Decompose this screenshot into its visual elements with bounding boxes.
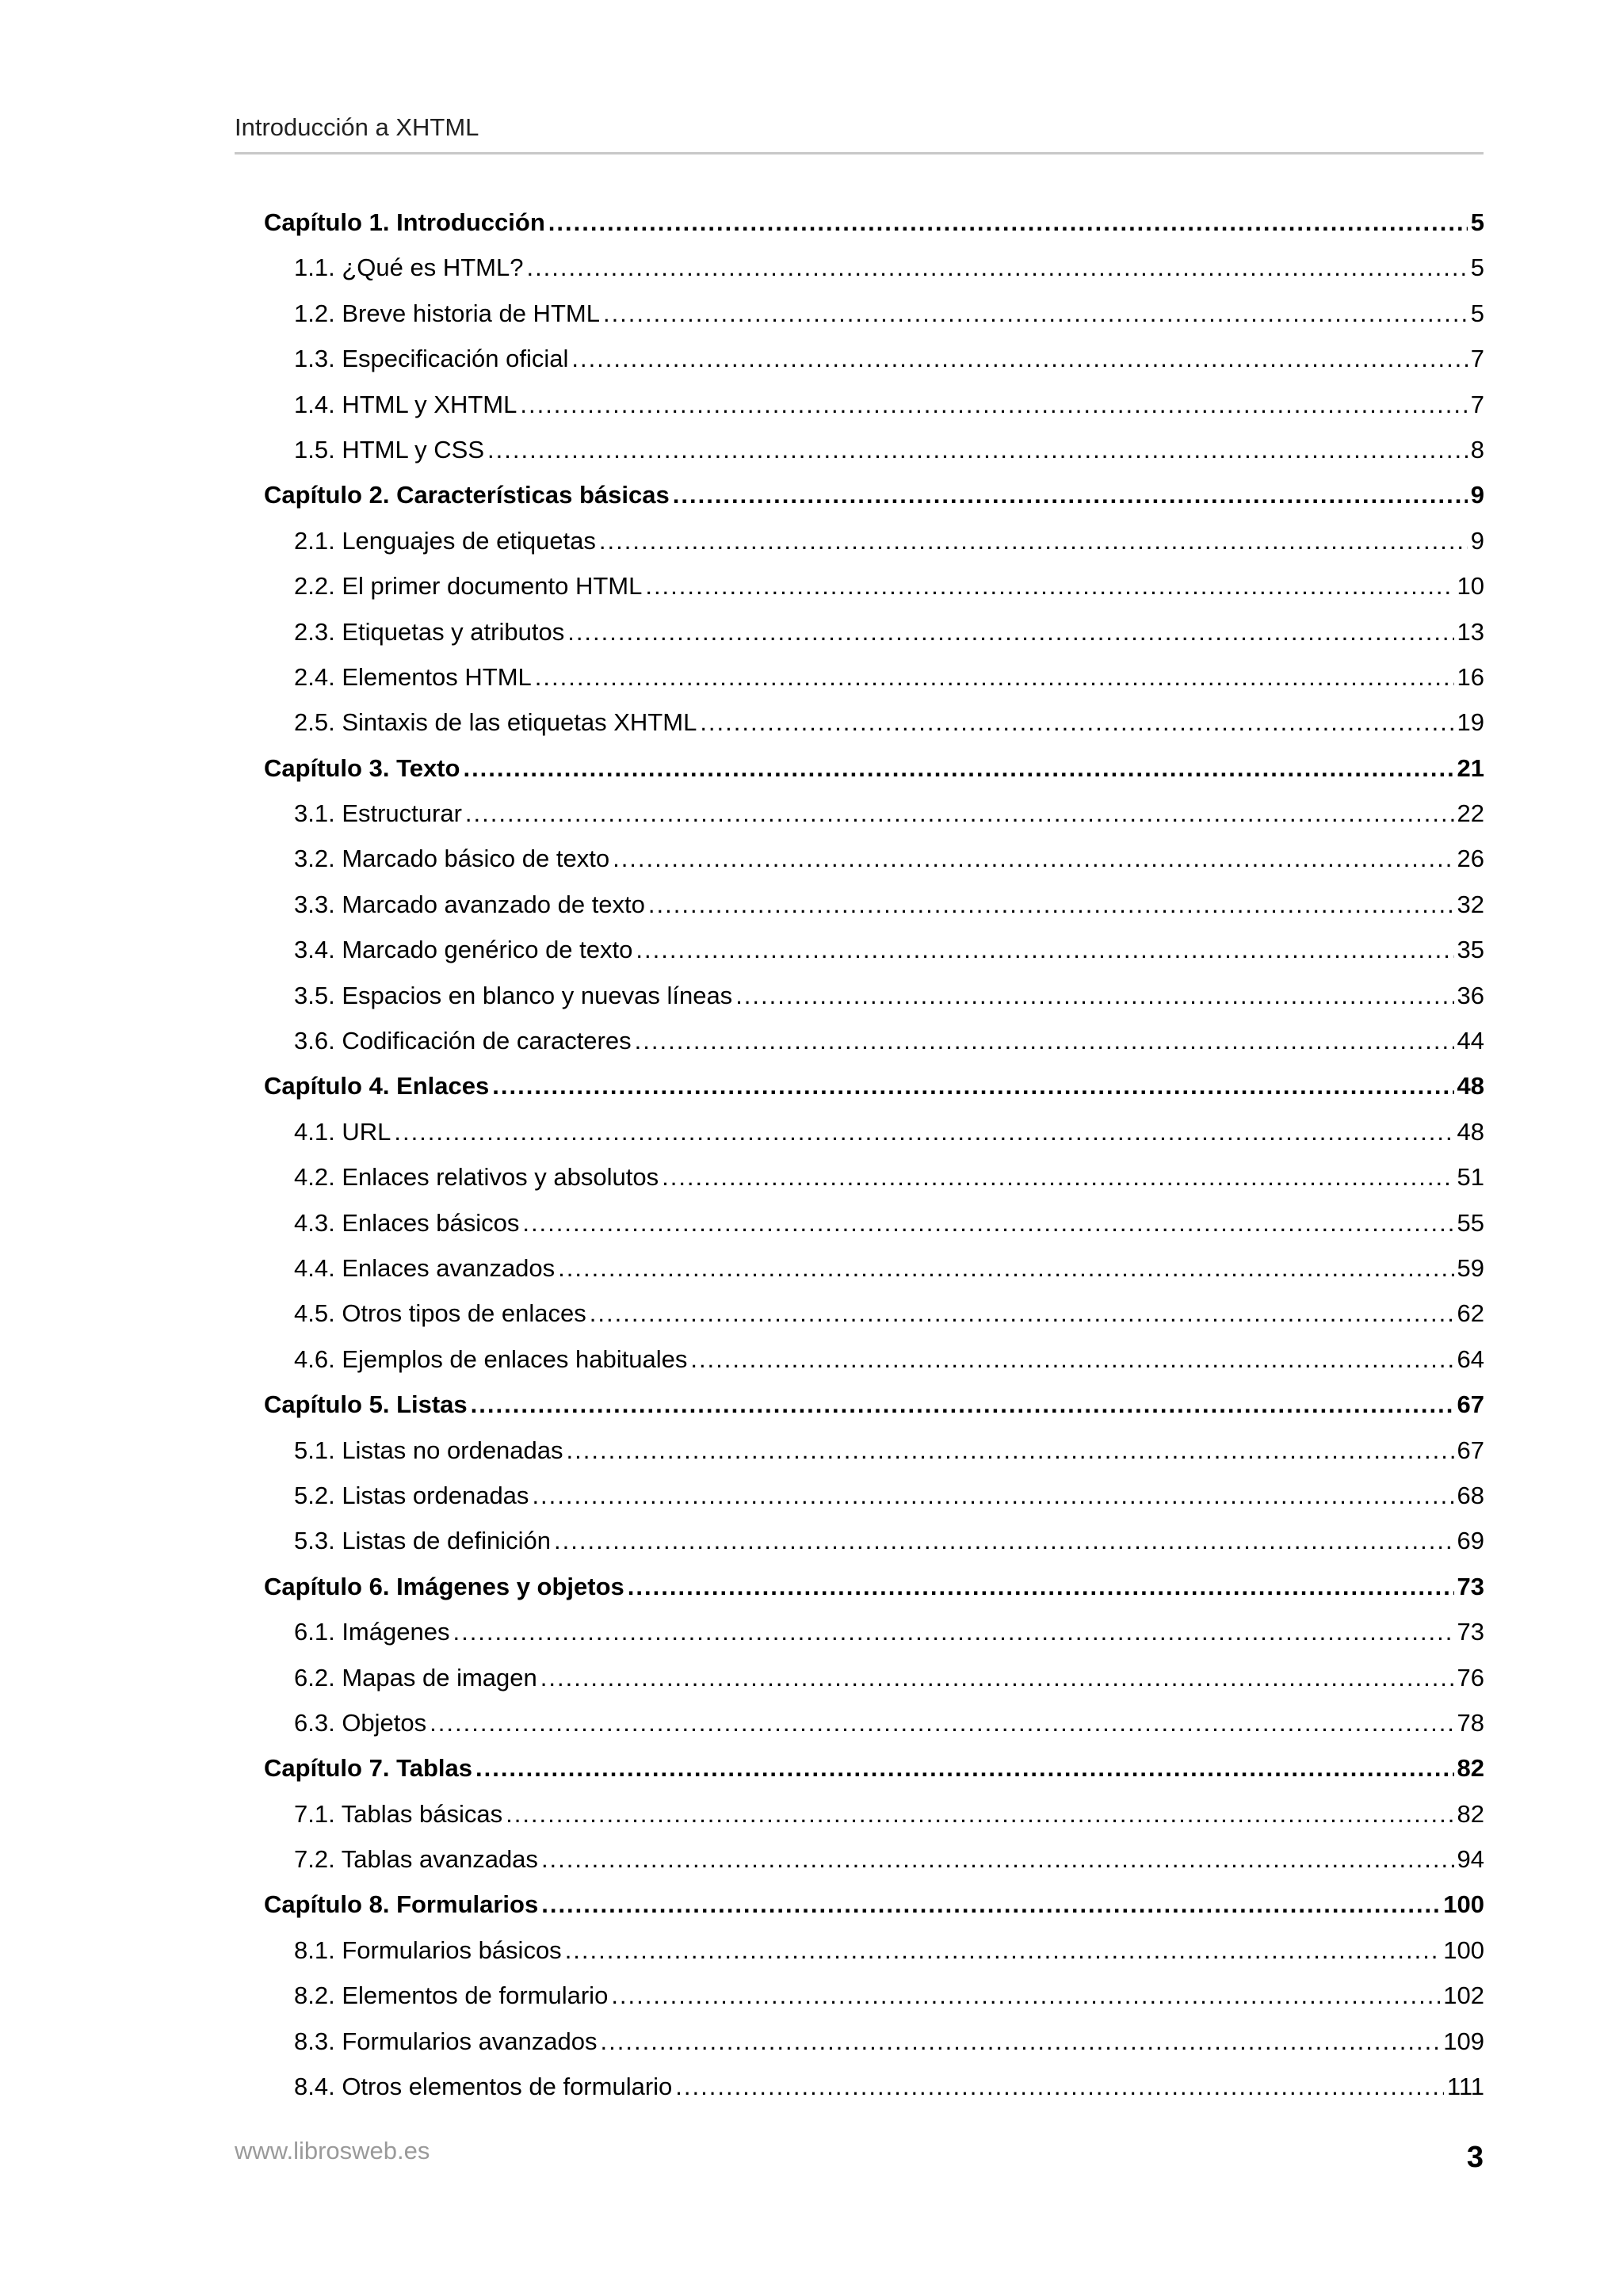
dot-leader (394, 1109, 1453, 1154)
toc-entry-page-number: 94 (1457, 1845, 1484, 1874)
dot-leader (453, 1609, 1453, 1654)
toc-chapter-entry[interactable] (264, 746, 1484, 791)
dot-leader (599, 518, 1468, 563)
toc-section-entry[interactable] (264, 1473, 1484, 1518)
toc-entry-page-number: 8 (1470, 435, 1484, 463)
toc-section-entry[interactable] (264, 563, 1484, 608)
toc-entry-page-number: 67 (1457, 1436, 1484, 1464)
toc-entry-page-number: 48 (1457, 1072, 1484, 1100)
toc-entry-title: 1.5. HTML y CSS (294, 435, 485, 463)
toc-entry-title: 4.2. Enlaces relativos y absolutos (294, 1163, 659, 1192)
toc-entry-page-number: 111 (1446, 2073, 1484, 2101)
toc-section-entry[interactable] (264, 1609, 1484, 1654)
dot-leader (526, 245, 1467, 290)
toc-chapter-entry[interactable] (264, 1063, 1484, 1108)
dot-leader (571, 336, 1467, 381)
toc-entry-title: Capítulo 4. Enlaces (264, 1072, 490, 1100)
toc-entry-page-number: 16 (1457, 662, 1484, 691)
dot-leader (700, 700, 1453, 745)
toc-section-entry[interactable] (264, 1791, 1484, 1836)
toc-entry-page-number: 44 (1457, 1027, 1484, 1055)
toc-entry-page-number: 13 (1457, 617, 1484, 646)
document-title: Introducción a XHTML (235, 113, 479, 141)
dot-leader (520, 382, 1467, 427)
toc-section-entry[interactable] (264, 382, 1484, 427)
dot-leader (601, 2019, 1441, 2064)
toc-entry-page-number: 10 (1457, 572, 1484, 601)
toc-entry-page-number: 51 (1457, 1163, 1484, 1192)
dot-leader (463, 746, 1453, 791)
toc-entry-title: 6.2. Mapas de imagen (294, 1663, 537, 1691)
dot-leader (465, 791, 1454, 836)
dot-leader (603, 291, 1468, 336)
dot-leader (558, 1245, 1453, 1291)
toc-entry-title: 4.6. Ejemplos de enlaces habituales (294, 1344, 688, 1373)
toc-chapter-entry[interactable] (264, 1564, 1484, 1609)
dot-leader (567, 609, 1453, 654)
toc-entry-page-number: 109 (1443, 2027, 1484, 2055)
toc-section-entry[interactable] (264, 427, 1484, 472)
toc-entry-page-number: 5 (1470, 299, 1484, 327)
toc-entry-page-number: 36 (1457, 981, 1484, 1009)
toc-entry-title: Capítulo 1. Introducción (264, 208, 545, 236)
dot-leader (540, 1655, 1454, 1700)
dot-leader (487, 427, 1468, 472)
toc-entry-title: 7.1. Tablas básicas (294, 1799, 503, 1828)
toc-entry-page-number: 64 (1457, 1344, 1484, 1373)
dot-leader (611, 1973, 1440, 2018)
toc-section-entry[interactable] (264, 882, 1484, 927)
toc-entry-title: 2.1. Lenguajes de etiquetas (294, 526, 596, 555)
toc-entry-title: 5.2. Listas ordenadas (294, 1481, 529, 1509)
toc-entry-title: 3.4. Marcado genérico de texto (294, 936, 633, 964)
toc-section-entry[interactable] (264, 518, 1484, 563)
toc-section-entry[interactable] (264, 1337, 1484, 1382)
dot-leader (522, 1200, 1453, 1245)
toc-entry-page-number: 22 (1457, 799, 1484, 828)
toc-entry-page-number: 21 (1457, 753, 1484, 782)
toc-section-entry[interactable] (264, 245, 1484, 290)
toc-entry-title: 8.2. Elementos de formulario (294, 1981, 609, 2010)
dot-leader (565, 1928, 1441, 1973)
toc-section-entry[interactable] (264, 973, 1484, 1018)
toc-entry-page-number: 78 (1457, 1708, 1484, 1737)
toc-section-entry[interactable] (264, 609, 1484, 654)
toc-entry-title: 4.1. URL (294, 1117, 391, 1146)
toc-section-entry[interactable] (264, 1291, 1484, 1336)
toc-section-entry[interactable] (264, 1836, 1484, 1882)
dot-leader (548, 200, 1468, 245)
toc-entry-title: 4.5. Otros tipos de enlaces (294, 1299, 586, 1328)
dot-leader (735, 973, 1453, 1018)
toc-section-entry[interactable] (264, 1018, 1484, 1063)
dot-leader (635, 1018, 1454, 1063)
toc-section-entry[interactable] (264, 2064, 1484, 2109)
dot-leader (673, 472, 1468, 517)
dot-leader (532, 1473, 1453, 1518)
toc-entry-page-number: 35 (1457, 936, 1484, 964)
dot-leader (535, 654, 1454, 700)
dot-leader (541, 1836, 1454, 1882)
dot-leader (628, 1564, 1454, 1609)
toc-entry-title: Capítulo 7. Tablas (264, 1754, 472, 1783)
dot-leader (430, 1700, 1453, 1745)
toc-chapter-entry[interactable] (264, 200, 1484, 245)
page-footer (235, 2134, 1484, 2182)
toc-section-entry[interactable] (264, 791, 1484, 836)
dot-leader (590, 1291, 1454, 1336)
toc-entry-page-number: 67 (1457, 1390, 1484, 1419)
toc-entry-page-number: 7 (1470, 345, 1484, 373)
toc-entry-page-number: 69 (1457, 1527, 1484, 1555)
toc-entry-title: Capítulo 3. Texto (264, 753, 460, 782)
toc-entry-title: 2.5. Sintaxis de las etiquetas XHTML (294, 708, 697, 737)
toc-entry-page-number: 73 (1457, 1572, 1484, 1600)
dot-leader (613, 836, 1453, 881)
table-of-contents (264, 200, 1484, 2109)
dot-leader (662, 1154, 1453, 1199)
toc-section-entry[interactable] (264, 1245, 1484, 1291)
toc-section-entry[interactable] (264, 1973, 1484, 2018)
dot-leader (675, 2064, 1444, 2109)
toc-entry-title: 3.6. Codificación de caracteres (294, 1027, 632, 1055)
toc-chapter-entry[interactable] (264, 472, 1484, 517)
toc-entry-title: 3.5. Espacios en blanco y nuevas líneas (294, 981, 733, 1009)
toc-entry-title: 2.3. Etiquetas y atributos (294, 617, 565, 646)
dot-leader (648, 882, 1454, 927)
toc-entry-title: 2.4. Elementos HTML (294, 662, 532, 691)
toc-entry-title: Capítulo 2. Características básicas (264, 481, 670, 509)
toc-section-entry[interactable] (264, 2019, 1484, 2064)
toc-entry-title: Capítulo 6. Imágenes y objetos (264, 1572, 624, 1600)
toc-entry-page-number: 76 (1457, 1663, 1484, 1691)
toc-entry-title: 6.3. Objetos (294, 1708, 427, 1737)
toc-entry-title: 3.2. Marcado básico de texto (294, 845, 610, 873)
dot-leader (475, 1745, 1454, 1791)
toc-entry-page-number: 59 (1457, 1253, 1484, 1282)
toc-entry-page-number: 9 (1470, 481, 1484, 509)
toc-entry-title: 5.3. Listas de definición (294, 1527, 551, 1555)
toc-chapter-entry[interactable] (264, 1882, 1484, 1927)
page-header (235, 111, 1484, 154)
dot-leader (567, 1428, 1454, 1473)
toc-entry-page-number: 5 (1470, 254, 1484, 282)
dot-leader (506, 1791, 1453, 1836)
toc-section-entry[interactable] (264, 700, 1484, 745)
toc-section-entry[interactable] (264, 1154, 1484, 1199)
toc-section-entry[interactable] (264, 927, 1484, 972)
toc-entry-page-number: 82 (1457, 1754, 1484, 1783)
toc-entry-page-number: 82 (1457, 1799, 1484, 1828)
dot-leader (492, 1063, 1453, 1108)
dot-leader (471, 1382, 1454, 1427)
toc-section-entry[interactable] (264, 1200, 1484, 1245)
dot-leader (690, 1337, 1453, 1382)
toc-section-entry[interactable] (264, 1655, 1484, 1700)
toc-entry-title: 8.4. Otros elementos de formulario (294, 2073, 673, 2101)
toc-entry-page-number: 102 (1443, 1981, 1484, 2010)
dot-leader (554, 1518, 1454, 1563)
toc-entry-title: 1.3. Especificación oficial (294, 345, 569, 373)
dot-leader (541, 1882, 1440, 1927)
dot-leader (636, 927, 1453, 972)
toc-entry-page-number: 5 (1470, 208, 1484, 236)
toc-entry-page-number: 26 (1457, 845, 1484, 873)
toc-chapter-entry[interactable] (264, 1745, 1484, 1791)
toc-entry-title: 1.4. HTML y XHTML (294, 390, 517, 418)
toc-entry-page-number: 62 (1457, 1299, 1484, 1328)
toc-entry-title: 8.1. Formularios básicos (294, 1936, 562, 1964)
toc-section-entry[interactable] (264, 654, 1484, 700)
toc-section-entry[interactable] (264, 1518, 1484, 1563)
toc-entry-title: 2.2. El primer documento HTML (294, 572, 643, 601)
toc-entry-page-number: 32 (1457, 890, 1484, 918)
toc-entry-title: 1.2. Breve historia de HTML (294, 299, 600, 327)
toc-entry-page-number: 7 (1470, 390, 1484, 418)
toc-entry-page-number: 73 (1457, 1618, 1484, 1646)
toc-section-entry[interactable] (264, 1700, 1484, 1745)
toc-section-entry[interactable] (264, 1428, 1484, 1473)
dot-leader (645, 563, 1453, 608)
toc-entry-page-number: 100 (1443, 1936, 1484, 1964)
toc-entry-title: 3.1. Estructurar (294, 799, 462, 828)
toc-entry-page-number: 55 (1457, 1208, 1484, 1237)
footer-website-link[interactable]: www.librosweb.es (235, 2137, 430, 2164)
toc-section-entry[interactable] (264, 336, 1484, 381)
toc-entry-title: 4.4. Enlaces avanzados (294, 1253, 556, 1282)
toc-entry-title: 7.2. Tablas avanzadas (294, 1845, 538, 1874)
toc-entry-title: 5.1. Listas no ordenadas (294, 1436, 563, 1464)
toc-section-entry[interactable] (264, 291, 1484, 336)
toc-entry-page-number: 9 (1470, 526, 1484, 555)
toc-entry-title: 1.1. ¿Qué es HTML? (294, 254, 524, 282)
toc-section-entry[interactable] (264, 1109, 1484, 1154)
toc-entry-page-number: 100 (1443, 1890, 1484, 1919)
page-number: 3 (1466, 2141, 1484, 2174)
toc-entry-title: 8.3. Formularios avanzados (294, 2027, 598, 2055)
toc-entry-page-number: 68 (1457, 1481, 1484, 1509)
toc-entry-title: Capítulo 5. Listas (264, 1390, 468, 1419)
toc-section-entry[interactable] (264, 1928, 1484, 1973)
toc-section-entry[interactable] (264, 836, 1484, 881)
toc-entry-page-number: 48 (1457, 1117, 1484, 1146)
toc-entry-page-number: 19 (1457, 708, 1484, 737)
toc-entry-title: Capítulo 8. Formularios (264, 1890, 539, 1919)
toc-chapter-entry[interactable] (264, 1382, 1484, 1427)
toc-entry-title: 6.1. Imágenes (294, 1618, 450, 1646)
toc-entry-title: 4.3. Enlaces básicos (294, 1208, 520, 1237)
toc-entry-title: 3.3. Marcado avanzado de texto (294, 890, 645, 918)
